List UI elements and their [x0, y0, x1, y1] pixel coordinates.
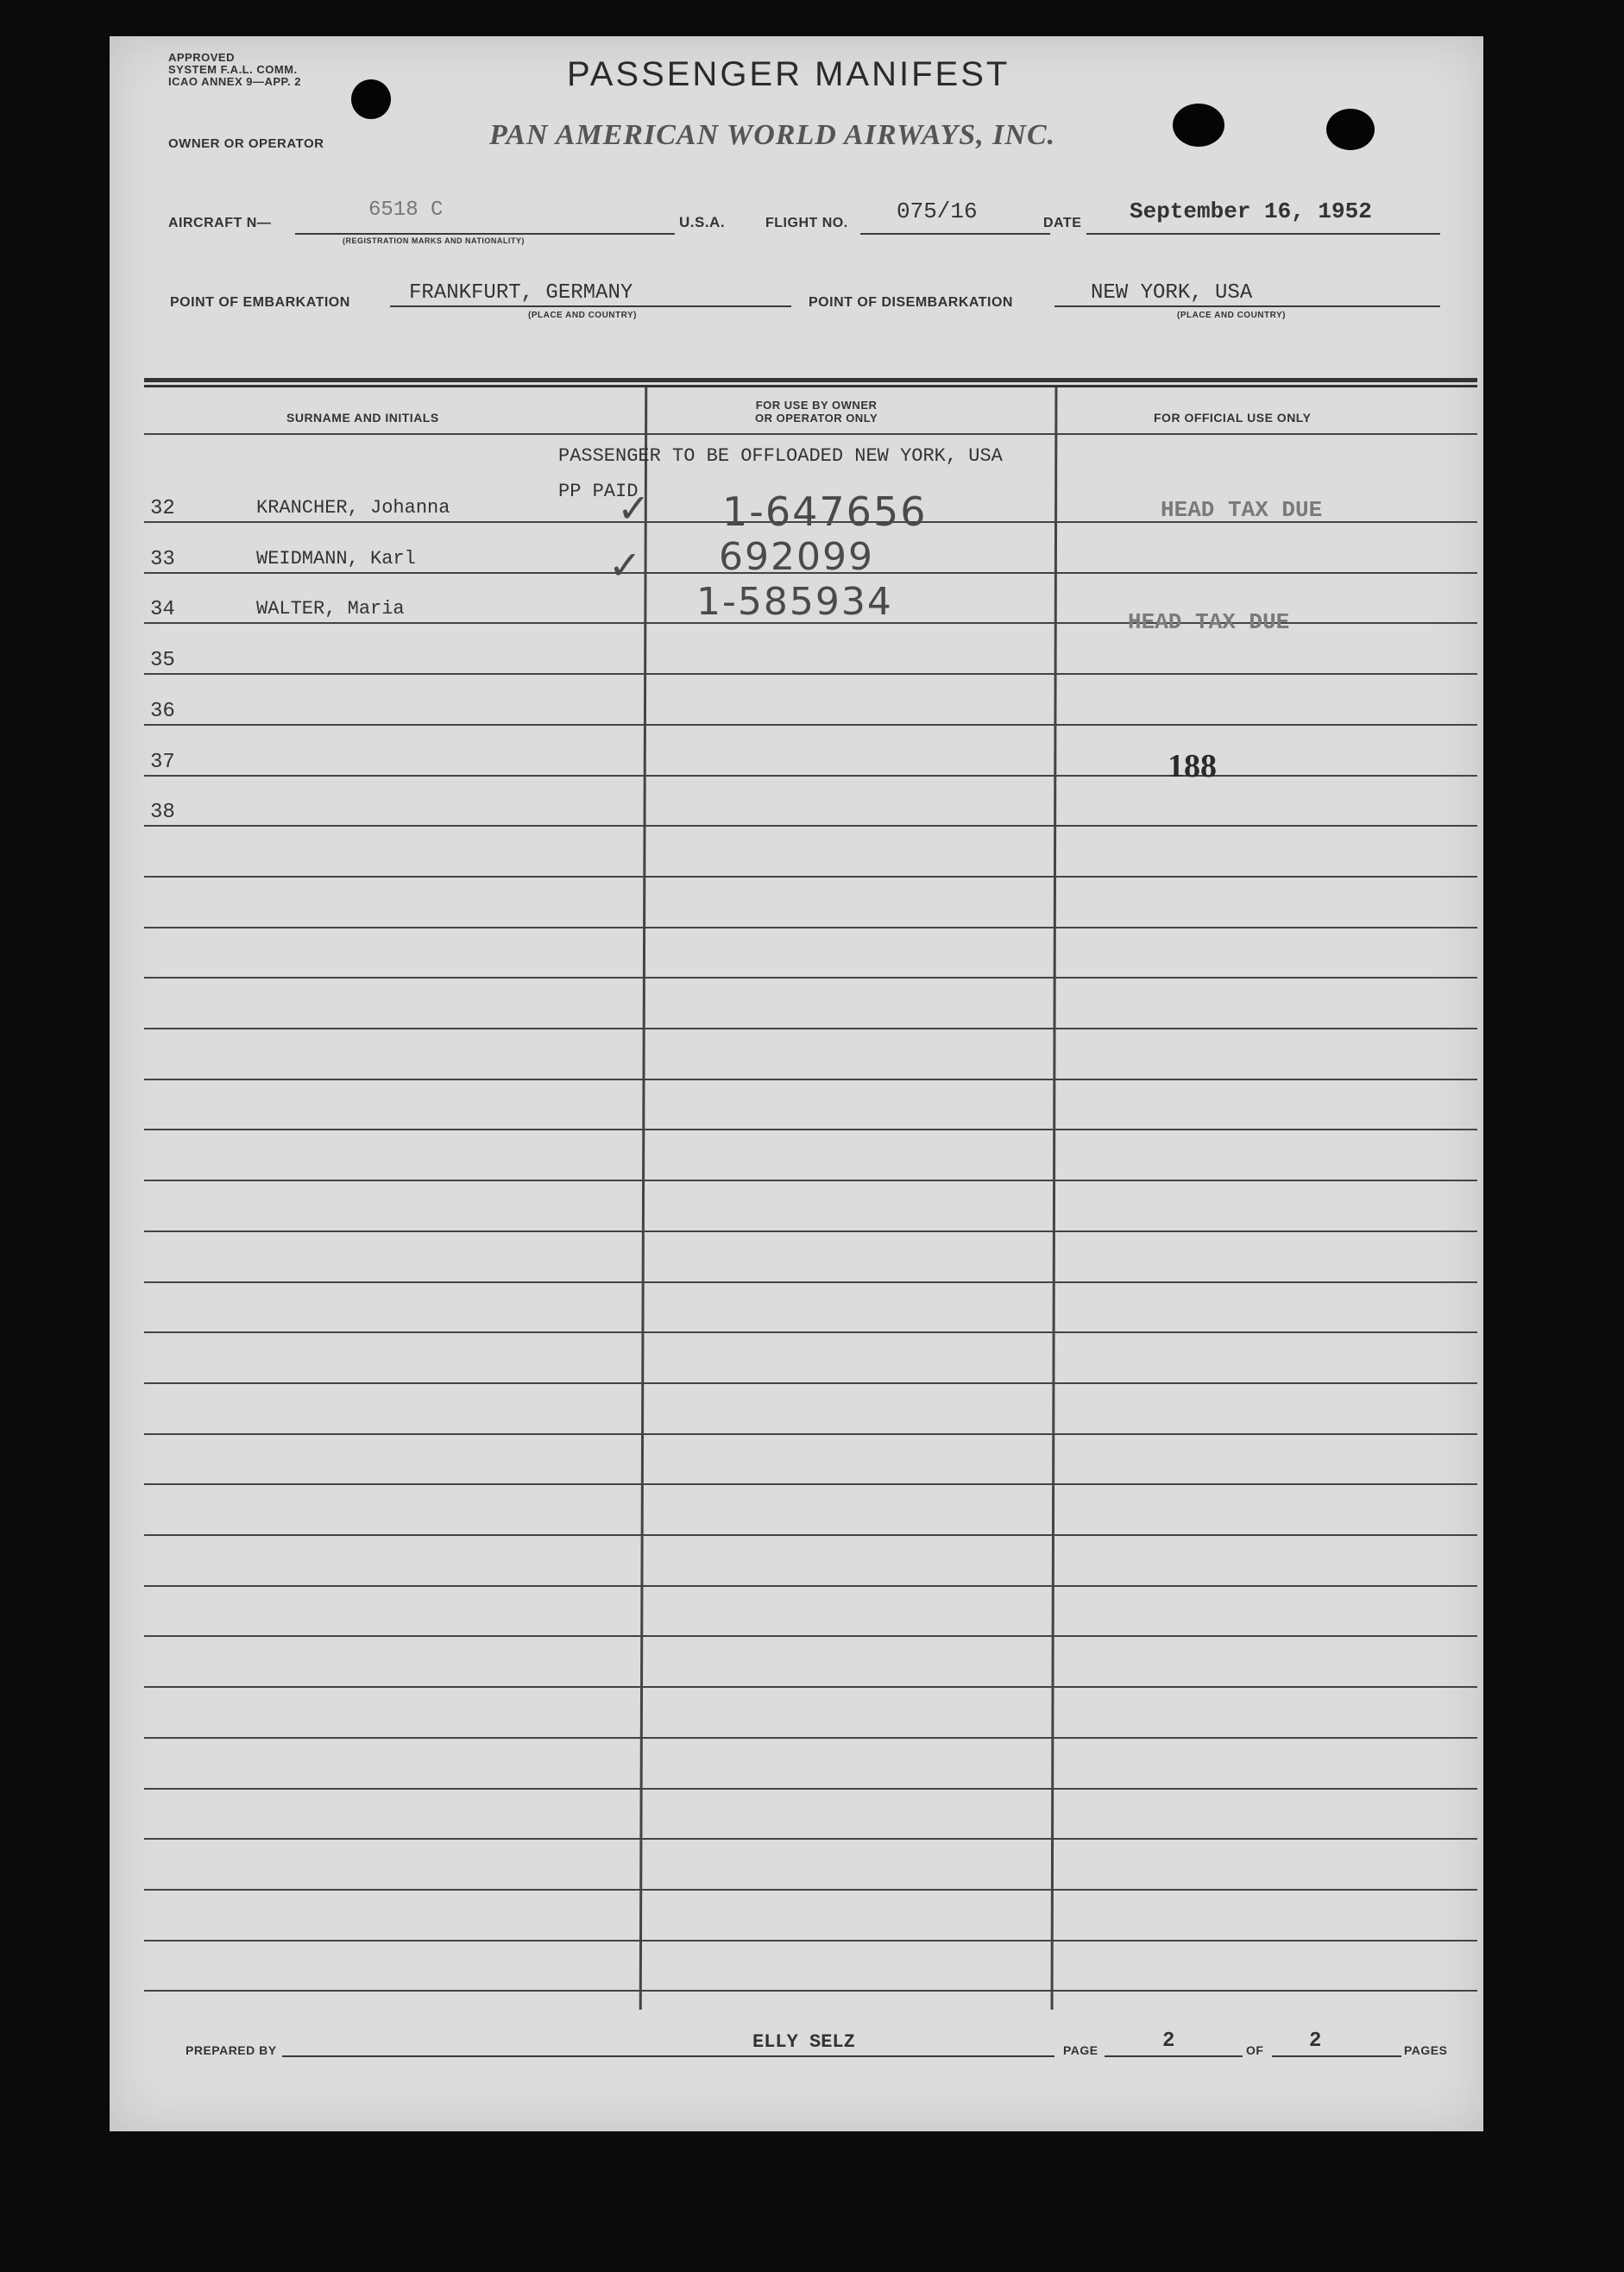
paid-note: PP PAID	[558, 481, 639, 502]
row-line	[144, 1940, 1477, 1942]
col-surname: SURNAME AND INITIALS	[286, 411, 439, 425]
row-line	[144, 1838, 1477, 1840]
head-tax-stamp: HEAD TAX DUE	[1161, 497, 1323, 523]
official-number: 188	[1168, 748, 1217, 784]
row-line	[144, 1686, 1477, 1688]
row-line	[144, 1433, 1477, 1435]
date-label: DATE	[1043, 216, 1082, 230]
disembark-value: NEW YORK, USA	[1091, 281, 1253, 305]
row-number: 38	[150, 801, 175, 825]
flight-value: 075/16	[897, 198, 978, 224]
disembark-sub: (PLACE AND COUNTRY)	[1177, 311, 1286, 320]
col-official: FOR OFFICIAL USE ONLY	[1154, 411, 1312, 425]
row-line	[144, 1079, 1477, 1080]
row-number: 34	[150, 598, 175, 622]
row-line	[144, 673, 1477, 675]
row-line	[144, 724, 1477, 726]
row-number: 36	[150, 699, 175, 723]
row-line	[144, 876, 1477, 878]
aircraft-value: 6518 C	[368, 198, 444, 222]
row-line	[144, 1585, 1477, 1587]
row-number: 33	[150, 547, 175, 571]
ticket-number: 1-585934	[696, 580, 893, 624]
row-line	[144, 825, 1477, 827]
of-label: OF	[1246, 2043, 1264, 2057]
prepared-label: PREPARED BY	[186, 2043, 277, 2057]
page-label: PAGE	[1063, 2043, 1098, 2057]
approval-block: APPROVED SYSTEM F.A.L. COMM. ICAO ANNEX 9—APP. 2	[168, 51, 301, 88]
row-line	[144, 927, 1477, 928]
date-value: September 16, 1952	[1130, 198, 1372, 224]
pages-label: PAGES	[1404, 2043, 1448, 2057]
manifest-sheet	[110, 36, 1483, 2131]
prepared-value: ELLY SELZ	[752, 2031, 855, 2053]
page-title: PASSENGER MANIFEST	[567, 55, 1010, 93]
row-number: 32	[150, 497, 175, 520]
row-line	[144, 1230, 1477, 1232]
row-line	[144, 1331, 1477, 1333]
punch-hole	[1326, 109, 1375, 150]
embark-label: POINT OF EMBARKATION	[170, 295, 350, 310]
passenger-name: WEIDMANN, Karl	[256, 547, 416, 570]
row-line	[144, 1483, 1477, 1485]
owner-value: PAN AMERICAN WORLD AIRWAYS, INC.	[489, 119, 1056, 151]
row-line	[144, 1129, 1477, 1130]
row-line	[144, 1180, 1477, 1181]
row-line	[144, 1788, 1477, 1790]
row-number: 35	[150, 649, 175, 673]
col-owner-use: FOR USE BY OWNER OR OPERATOR ONLY	[755, 399, 878, 425]
row-line	[144, 1635, 1477, 1637]
disembark-label: POINT OF DISEMBARKATION	[809, 295, 1013, 310]
row-line	[144, 1889, 1477, 1891]
flight-label: FLIGHT NO.	[765, 216, 848, 230]
passenger-name: KRANCHER, Johanna	[256, 497, 450, 519]
owner-label: OWNER OR OPERATOR	[168, 136, 324, 151]
check-mark: ✓	[608, 542, 644, 588]
of-value: 2	[1309, 2030, 1322, 2053]
punch-hole	[1173, 104, 1224, 147]
row-line	[144, 1534, 1477, 1536]
embark-value: FRANKFURT, GERMANY	[409, 281, 633, 305]
aircraft-label: AIRCRAFT N—	[168, 216, 272, 230]
offload-note: PASSENGER TO BE OFFLOADED NEW YORK, USA	[558, 445, 1003, 467]
row-line	[144, 1382, 1477, 1384]
row-line	[144, 1281, 1477, 1283]
ticket-number: 1-647656	[722, 488, 928, 535]
aircraft-sub: (REGISTRATION MARKS AND NATIONALITY)	[343, 236, 525, 245]
embark-sub: (PLACE AND COUNTRY)	[528, 311, 637, 320]
punch-hole	[351, 79, 391, 119]
row-line	[144, 1028, 1477, 1029]
row-line	[144, 1990, 1477, 1992]
passenger-name: WALTER, Maria	[256, 598, 405, 620]
page-value: 2	[1162, 2030, 1175, 2053]
row-line	[144, 977, 1477, 979]
row-number: 37	[150, 750, 175, 774]
ticket-number: 692099	[719, 535, 874, 579]
nationality-label: U.S.A.	[679, 214, 726, 230]
head-tax-stamp: HEAD TAX DUE	[1128, 609, 1290, 635]
row-line	[144, 1737, 1477, 1739]
row-line	[144, 775, 1477, 777]
check-mark: ✓	[617, 485, 652, 532]
